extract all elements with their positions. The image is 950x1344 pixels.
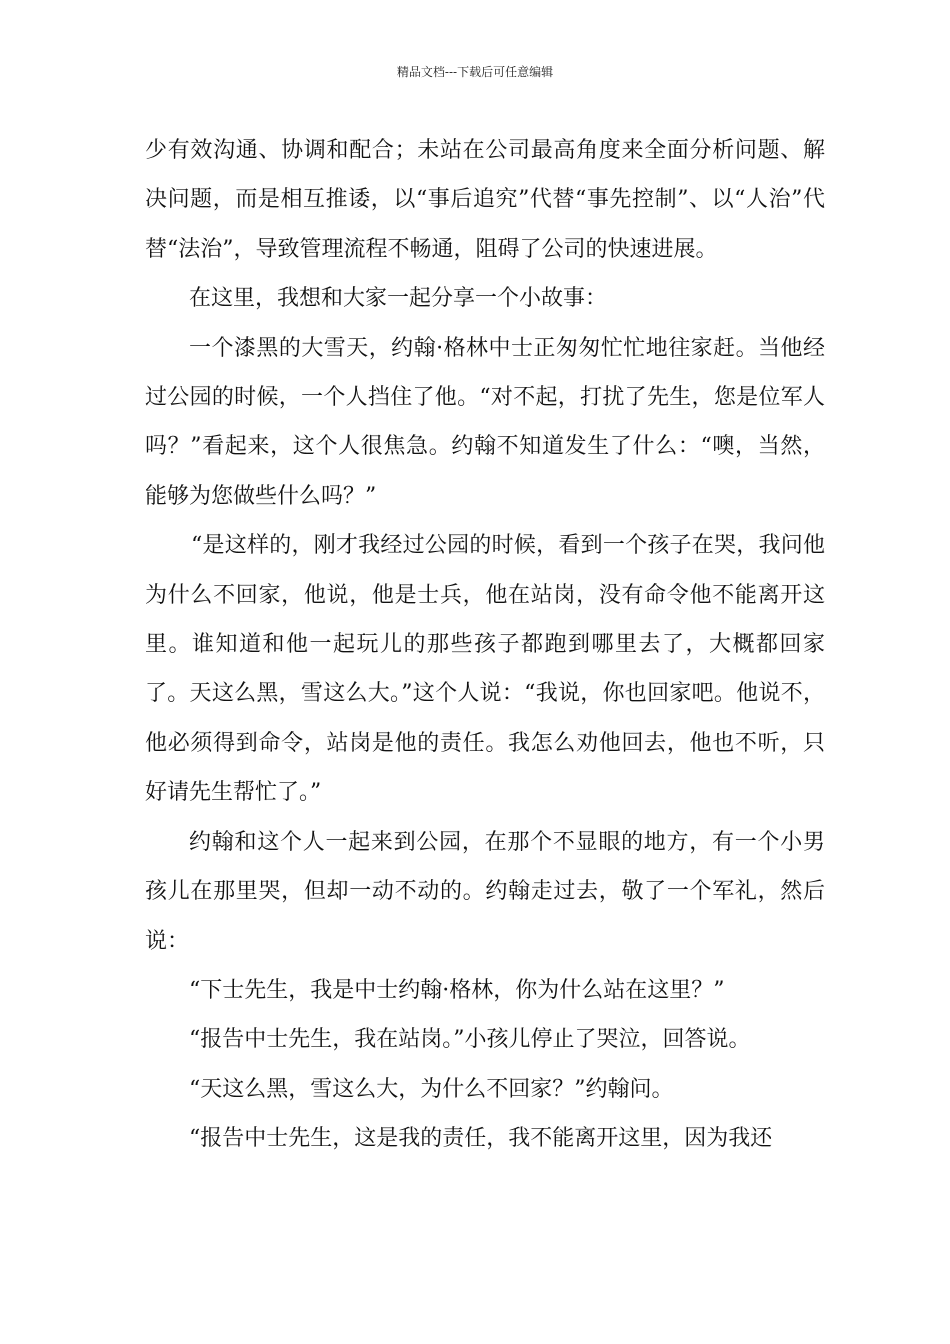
paragraph-2: 在这里，我想和大家一起分享一个小故事： bbox=[189, 286, 608, 312]
page-header: 精品文档---下载后可任意编辑 bbox=[396, 65, 554, 79]
paragraph-3: 一个漆黑的大雪天，约翰·格林中士正匆匆忙忙地往家赶。当他经过公园的时候，一个人挡住了他。“对不起，打扰了先生，您是位军人吗？”看起来，这个人很焦急。约翰不知道发生了什么：“噢，当然，能够为您做些什么吗？” bbox=[145, 335, 825, 509]
paragraph-1: 少有效沟通、协调和配合；未站在公司最高角度来全面分析问题、解决问题，而是相互推诿，以“事后追究”代替“事先控制”、以“人治”代替“法治”，导致管理流程不畅通，阻碍了公司的快速进展。 bbox=[145, 138, 825, 262]
body-text bbox=[145, 126, 825, 1164]
paragraph-8: “天这么黑，雪这么大，为什么不回家？”约翰问。 bbox=[189, 1076, 674, 1102]
paragraph-5: 约翰和这个人一起来到公园，在那个不显眼的地方，有一个小男孩儿在那里哭，但却一动不动的。约翰走过去，敬了一个军礼，然后说： bbox=[145, 829, 825, 954]
paragraph-7: “报告中士先生，我在站岗。”小孩儿停止了哭泣，回答说。 bbox=[189, 1027, 751, 1053]
paragraph-6: “下士先生，我是中士约翰·格林，你为什么站在这里？” bbox=[189, 977, 725, 1003]
paragraph-4: “是这样的，刚才我经过公园的时候，看到一个孩子在哭，我问他为什么不回家，他说，他是士兵，他在站岗，没有命令他不能离开这里。谁知道和他一起玩儿的那些孩子都跑到哪里去了，大概都回家了。天这么黑，雪这么大。”这个人说：“我说，你也回家吧。他说不，他必须得到命令，站岗是他的责任。我怎么劝他回去，他也不听，只好请先生帮忙了。” bbox=[145, 533, 825, 806]
paragraph-9: “报告中士先生，这是我的责任，我不能离开这里，因为我还 bbox=[189, 1126, 773, 1152]
